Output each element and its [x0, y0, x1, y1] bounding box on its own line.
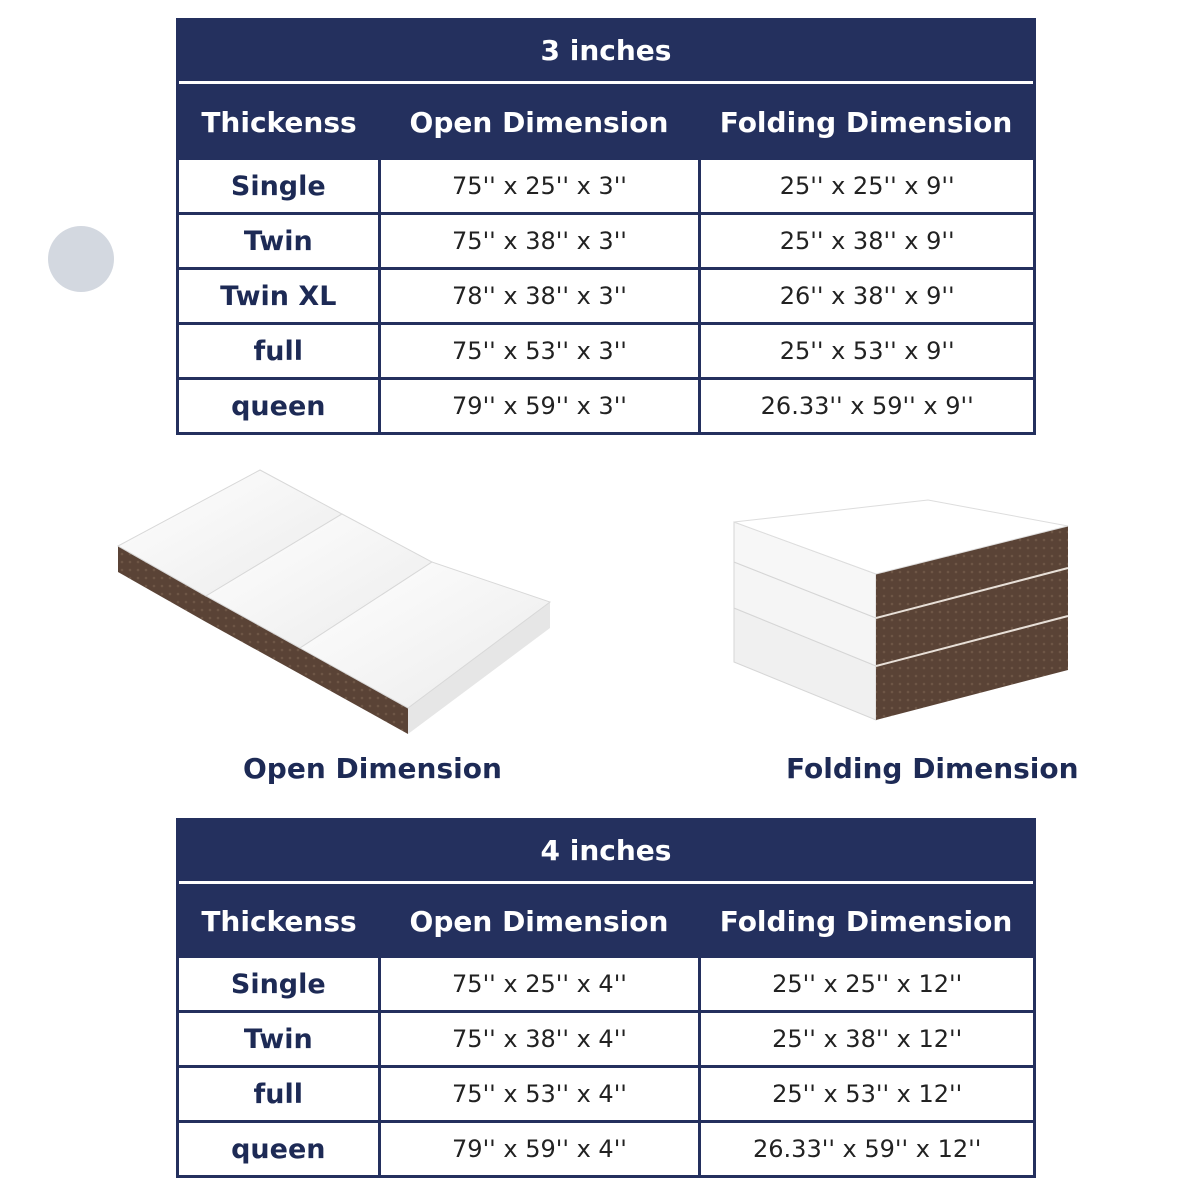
table-row [179, 267, 1033, 322]
size-cell: Twin [179, 215, 381, 267]
header-open-dimension: Open Dimension [409, 904, 669, 938]
header-open-dimension: Open Dimension [409, 105, 669, 139]
table-3-inches [176, 18, 1036, 435]
header-thickness: Thickenss [201, 105, 357, 139]
folding-dimension-caption: Folding Dimension [786, 752, 1079, 785]
open-dimension-cell: 75'' x 53'' x 4'' [381, 1068, 702, 1120]
table-title: 3 inches [179, 21, 1033, 84]
open-dimension-caption: Open Dimension [243, 752, 502, 785]
size-cell: Single [179, 160, 381, 212]
open-dimension-cell: 75'' x 53'' x 3'' [381, 325, 702, 377]
table-row [179, 212, 1033, 267]
open-mattress-image [110, 462, 570, 752]
open-dimension-cell: 78'' x 38'' x 3'' [381, 270, 702, 322]
table-title: 4 inches [179, 821, 1033, 884]
folding-dimension-cell: 25'' x 25'' x 12'' [772, 970, 963, 998]
open-dimension-cell: 75'' x 25'' x 3'' [381, 160, 702, 212]
header-folding-dimension: Folding Dimension [719, 105, 1013, 139]
folded-mattress-image [728, 496, 1076, 728]
table-row [179, 160, 1033, 212]
folding-dimension-cell: 26.33'' x 59'' x 9'' [760, 392, 974, 420]
size-cell: full [179, 325, 381, 377]
folding-dimension-cell: 25'' x 25'' x 9'' [779, 172, 955, 200]
open-dimension-cell: 75'' x 38'' x 4'' [381, 1013, 702, 1065]
table-row [179, 1010, 1033, 1065]
header-folding-dimension: Folding Dimension [719, 904, 1013, 938]
folding-dimension-cell: 25'' x 53'' x 12'' [772, 1080, 963, 1108]
open-dimension-cell: 79'' x 59'' x 4'' [381, 1123, 702, 1175]
folding-dimension-cell: 26.33'' x 59'' x 12'' [753, 1135, 982, 1163]
open-dimension-cell: 75'' x 25'' x 4'' [381, 958, 702, 1010]
table-row [179, 377, 1033, 432]
table-4-inches [176, 818, 1036, 1178]
decorative-circle [48, 226, 114, 292]
size-cell: Single [179, 958, 381, 1010]
size-cell: full [179, 1068, 381, 1120]
open-dimension-cell: 79'' x 59'' x 3'' [381, 380, 702, 432]
table-row [179, 1120, 1033, 1175]
size-cell: queen [179, 1123, 381, 1175]
size-cell: queen [179, 380, 381, 432]
table-row [179, 958, 1033, 1010]
table-row [179, 322, 1033, 377]
size-cell: Twin XL [179, 270, 381, 322]
header-thickness: Thickenss [201, 904, 357, 938]
folding-dimension-cell: 25'' x 53'' x 9'' [779, 337, 955, 365]
table-header-row [179, 884, 1033, 958]
open-dimension-cell: 75'' x 38'' x 3'' [381, 215, 702, 267]
folding-dimension-cell: 26'' x 38'' x 9'' [779, 282, 955, 310]
size-cell: Twin [179, 1013, 381, 1065]
table-row [179, 1065, 1033, 1120]
folding-dimension-cell: 25'' x 38'' x 9'' [779, 227, 955, 255]
folding-dimension-cell: 25'' x 38'' x 12'' [772, 1025, 963, 1053]
table-header-row [179, 84, 1033, 160]
